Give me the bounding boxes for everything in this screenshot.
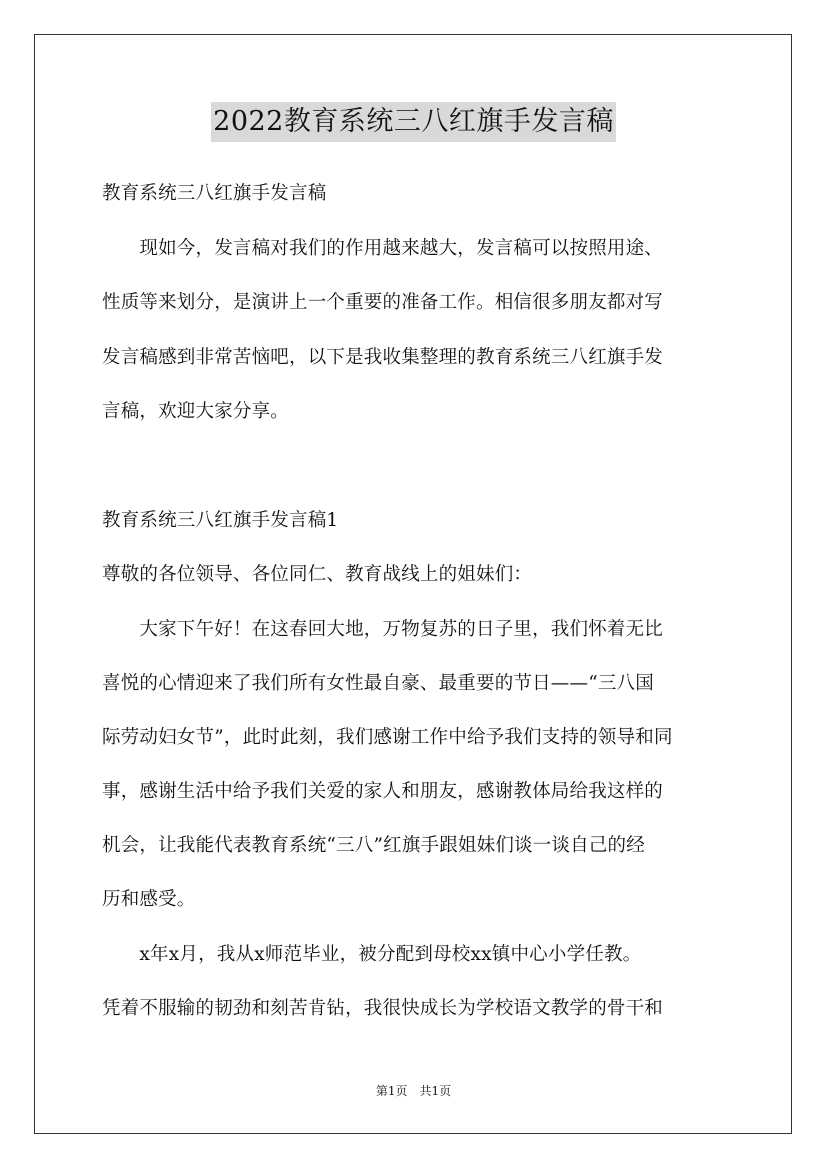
body-line: 言稿，欢迎大家分享。 xyxy=(102,401,290,422)
body-line: 机会，让我能代表教育系统“三八”红旗手跟姐妹们谈一谈自己的经 xyxy=(102,835,645,856)
document-title: 2022教育系统三八红旗手发言稿 xyxy=(211,102,616,142)
body-line: 现如今，发言稿对我们的作用越来越大，发言稿可以按照用途、 xyxy=(102,238,664,259)
title-container xyxy=(0,102,827,142)
body-line: 大家下午好！在这春回大地，万物复苏的日子里，我们怀着无比 xyxy=(102,619,664,640)
body-line: 事，感谢生活中给予我们关爱的家人和朋友，感谢教体局给我这样的 xyxy=(102,781,664,802)
body-line: 发言稿感到非常苦恼吧，以下是我收集整理的教育系统三八红旗手发 xyxy=(102,347,664,368)
body-line: 历和感受。 xyxy=(102,889,196,910)
body-line: 性质等来划分，是演讲上一个重要的准备工作。相信很多朋友都对写 xyxy=(102,292,664,313)
page-number-footer: 第1页 共1页 xyxy=(375,1084,452,1098)
section-heading: 教育系统三八红旗手发言稿1 xyxy=(102,510,339,531)
salutation-line: 尊敬的各位领导、各位同仁、教育战线上的姐妹们： xyxy=(102,564,533,585)
body-line: 喜悦的心情迎来了我们所有女性最自豪、最重要的节日——“三八国 xyxy=(102,673,654,694)
subtitle-line: 教育系统三八红旗手发言稿 xyxy=(102,183,327,204)
body-line: 凭着不服输的韧劲和刻苦肯钻，我很快成长为学校语文教学的骨干和 xyxy=(102,998,664,1019)
body-line: 际劳动妇女节”，此时此刻，我们感谢工作中给予我们支持的领导和同 xyxy=(102,727,673,748)
body-line: x年x月，我从x师范毕业，被分配到母校xx镇中心小学任教。 xyxy=(102,944,642,965)
